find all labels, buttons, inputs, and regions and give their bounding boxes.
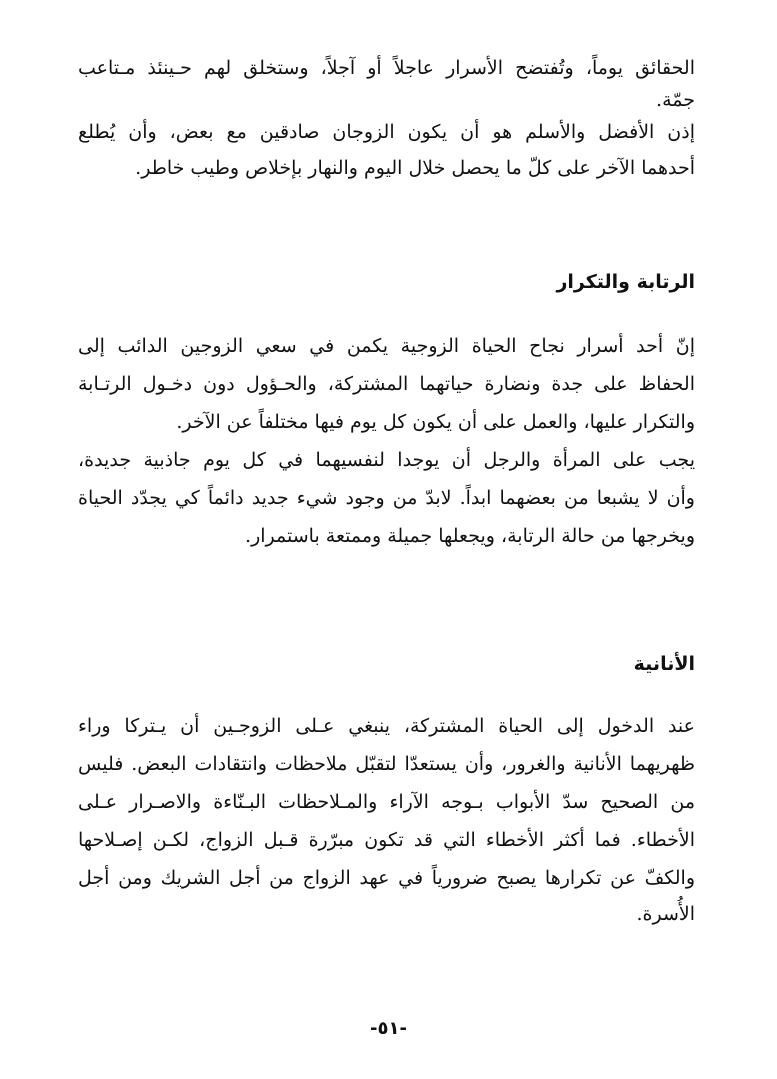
text-line: إنّ أحد أسرار نجاح الحياة الزوجية يكمن في سعي الزوجين الدائب إلى	[78, 335, 695, 357]
text-line: ظهريهما الأنانية والغرور، وأن يستعدّا لتقبّل ملاحظات وانتقادات البعض. فليس	[78, 753, 695, 775]
text-line: الحفاظ على جدة ونضارة حياتهما المشتركة، والحـؤول دون دخـول الرتـابة	[78, 373, 695, 395]
intro-paragraphs	[78, 53, 695, 183]
routine-paragraphs	[78, 331, 695, 551]
text-line: عند الدخول إلى الحياة المشتركة، ينبغي عـلى الزوجـين أن يـتركا وراء	[78, 715, 695, 737]
text-line: الأخطاء. فما أكثر الأخطاء التي قد تكون مبرّرة قـبل الزواج، لكـن إصـلاحها	[78, 829, 695, 851]
text-line: وأن لا يشبعا من بعضهما ابداً. لابدّ من وجود شيء جديد دائماً كي يجدّد الحياة	[78, 487, 695, 509]
text-line: والكفّ عن تكرارها يصبح ضرورياً في عهد الزواج من أجل الشريك ومن أجل	[78, 867, 695, 889]
selfishness-paragraphs	[78, 711, 695, 929]
text-line: إذن الأفضل والأسلم هو أن يكون الزوجان صادقين مع بعض، وأن يُطلع	[78, 121, 695, 143]
text-line: من الصحيح سدّ الأبواب بـوجه الآراء والمـلاحظات البـنّاءة والاصـرار عـلى	[78, 791, 695, 813]
text-line: أحدهما الآخر على كلّ ما يحصل خلال اليوم والنهار بإخلاص وطيب خاطر.	[135, 157, 695, 179]
text-line: والتكرار عليها، والعمل على أن يكون كل يوم فيها مختلفاً عن الآخر.	[176, 411, 695, 433]
section-heading-routine: الرتابة والتكرار	[556, 271, 695, 293]
text-line: الأُسرة.	[636, 903, 695, 925]
text-line: الحقائق يوماً، وتُفتضح الأسرار عاجلاً أو آجلاً، وستخلق لهم حـينئذ مـتاعب	[78, 57, 695, 79]
text-line: يجب على المرأة والرجل أن يوجدا لنفسيهما في كل يوم جاذبية جديدة،	[78, 449, 695, 471]
page-number: -٥١-	[370, 1018, 407, 1039]
text-line: ويخرجها من حالة الرتابة، ويجعلها جميلة وممتعة باستمرار.	[245, 525, 695, 547]
section-heading-selfishness: الأنانية	[633, 653, 695, 675]
text-line: جمّة.	[656, 89, 695, 111]
